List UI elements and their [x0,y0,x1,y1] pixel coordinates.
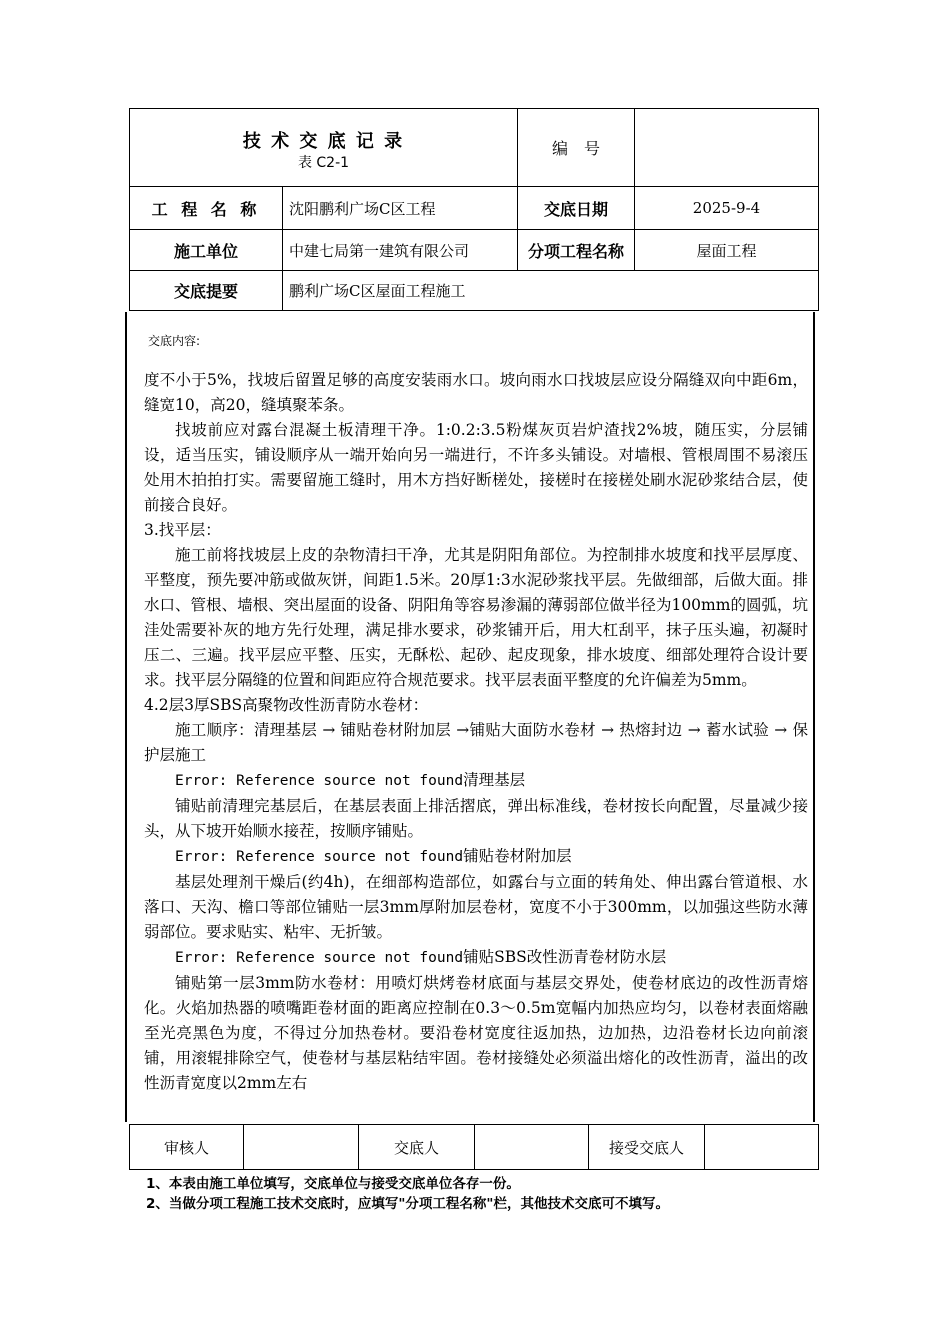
step-title: 铺贴卷材附加层 [463,847,572,865]
number-field[interactable] [635,109,818,186]
footnote-1: 1、本表由施工单位填写，交底单位与接受交底单位各存一份。 [146,1176,520,1192]
disclosure-content [144,368,808,1096]
reference-error-line [144,945,808,971]
unit-label: 施工单位 [173,241,238,261]
content-paragraph: 铺贴第一层3mm防水卷材：用喷灯烘烤卷材底面与基层交界处，使卷材底边的改性沥青熔化。火焰加热器的喷嘴距卷材面的距离应控制在0.3～0.5m宽幅内加热应均匀，以卷材表面熔融至光亮黑色为度，不得过分加热卷材。要沿卷材宽度往返加热，边加热，边沿卷材长边向前滚铺，用滚辊排除空气，使卷材与基层粘结牢固。卷材接缝处必须溢出熔化的改性沥青，溢出的改性沥青宽度以2mm左右 [144,974,808,1092]
reviewer-label: 审核人 [163,1138,209,1157]
content-label: 交底内容: [148,334,201,348]
project-name-label: 工 程 名 称 [151,199,261,219]
receiver-label: 接受交底人 [608,1138,684,1157]
reference-error-line [144,844,808,870]
reference-error-code: Error: Reference source not found [175,950,464,966]
summary-label: 交底提要 [173,282,238,301]
date-label: 交底日期 [543,199,608,219]
discloser-label: 交底人 [393,1138,439,1157]
discloser-field[interactable] [475,1125,588,1169]
date-field[interactable]: 2025-9-4 [692,199,761,217]
content-paragraph: 铺贴前清理完基层后，在基层表面上排活摺底，弹出标准线，卷材按长向配置，尽量减少接头，从下坡开始顺水接茬，按顺序铺贴。 [144,797,808,840]
subproject-field[interactable]: 屋面工程 [696,241,757,260]
form-title: 技 术 交 底 记 录 [242,131,405,152]
content-paragraph: 施工顺序：清理基层 → 铺贴卷材附加层 →铺贴大面防水卷材 → 热熔封边 → 蓄水试验 → 保护层施工 [144,721,808,764]
summary-field[interactable]: 鹏利广场C区屋面工程施工 [289,282,466,300]
project-name-field[interactable]: 沈阳鹏利广场C区工程 [289,199,436,218]
content-paragraph: 基层处理剂干燥后(约4h)，在细部构造部位，如露台与立面的转角处、伸出露台管道根、水落口、天沟、檐口等部位铺贴一层3mm厚附加层卷材，宽度不小于300mm，以加强这些防水薄弱部位。要求贴实、粘牢、无折皱。 [144,873,808,941]
reviewer-field[interactable] [244,1125,358,1169]
receiver-field[interactable] [705,1125,818,1169]
step-title: 铺贴SBS改性沥青卷材防水层 [463,948,667,966]
content-paragraph: 找坡前应对露台混凝土板清理干净。1:0.2:3.5粉煤灰页岩炉渣找2%坡，随压实，分层铺设，适当压实，铺设顺序从一端开始向另一端进行，不许多头铺设。对墙根、管根周围不易滚压处用木拍拍打实。需要留施工缝时，用木方挡好断槎处，接槎时在接槎处刷水泥砂浆结合层，使前接合良好。 [144,421,808,514]
footnote-2: 2、当做分项工程施工技术交底时，应填写"分项工程名称"栏，其他技术交底可不填写。 [146,1196,669,1212]
section-heading: 3.找平层： [144,521,221,539]
content-paragraph: 施工前将找坡层上皮的杂物清扫干净，尤其是阴阳角部位。为控制排水坡度和找平层厚度、平整度，预先要冲筋或做灰饼，间距1.5米。20厚1:3水泥砂浆找平层。先做细部，后做大面。排水口、管根、墙根、突出屋面的设备、阴阳角等容易渗漏的薄弱部位做半径为100mm的圆弧，坑洼处需要补灰的地方先行处理，满足排水要求，砂浆铺开后，用大杠刮平，抹子压头遍，初凝时压二、三遍。找平层应平整、压实，无酥松、起砂、起皮现象，排水坡度、细部处理符合设计要求。找平层分隔缝的位置和间距应符合规范要求。找平层表面平整度的允许偏差为5mm。 [144,546,808,689]
section-heading: 4.2层3厚SBS高聚物改性沥青防水卷材： [144,696,429,714]
number-label: 编 号 [551,139,600,158]
reference-error-code: Error: Reference source not found [175,773,464,789]
unit-field[interactable]: 中建七局第一建筑有限公司 [289,241,470,260]
subproject-label: 分项工程名称 [527,241,624,261]
content-paragraph: 度不小于5%，找坡后留置足够的高度安装雨水口。坡向雨水口找坡层应设分隔缝双向中距6m，缝宽10，高20，缝填聚苯条。 [144,371,808,414]
step-title: 清理基层 [463,771,526,789]
form-number-code: 表 C2-1 [297,155,350,171]
reference-error-line [144,768,808,794]
reference-error-code: Error: Reference source not found [175,849,464,865]
